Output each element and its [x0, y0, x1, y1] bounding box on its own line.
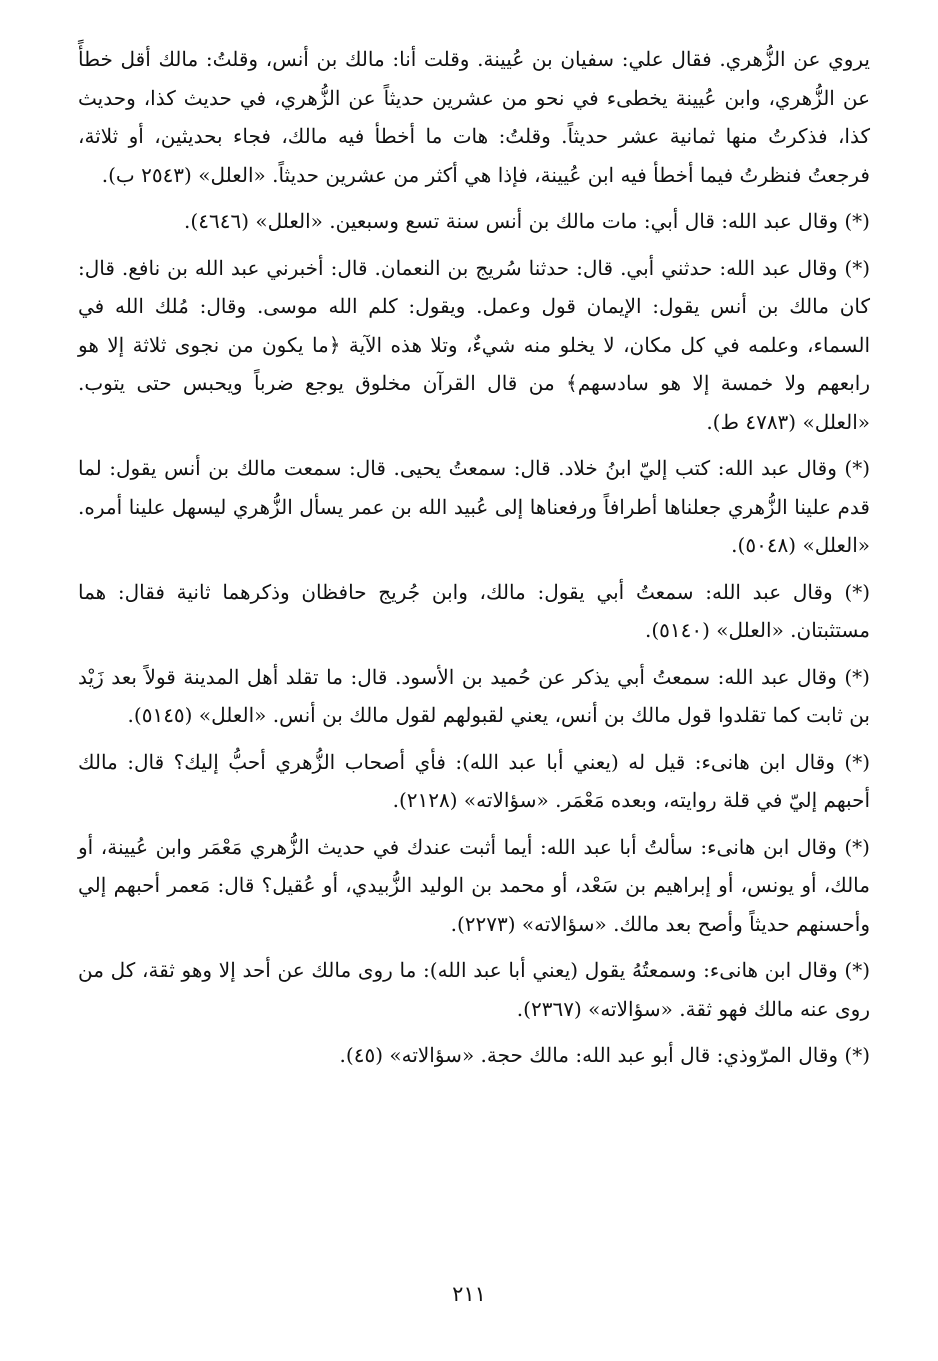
paragraph-entry: (*) وقال ابن هانىء: سألتُ أبا عبد الله: أيما أثبت عندك في حديث الزُّهري مَعْمَر وابن عُيينة، أو مالك، أو يونس، أو إبراهيم بن سَعْد، أو محمد بن الوليد الزُّبيدي، أو عُقيل؟ قال: مَعمر أحبهم إلي وأحسنهم حديثاً وأصح بعد مالك. «سؤالاته» (٢٢٧٣). [78, 834, 870, 936]
paragraph-entry: (*) وقال عبد الله: كتب إليّ ابنُ خلاد. قال: سمعتُ يحيى. قال: سمعت مالك بن أنس يقول: لما قدم علينا الزُّهري جعلناها أطرافاً ورفعناها إلى عُبيد الله بن عمر يسأل الزُّهري ليسهل علينا أمره. «العلل» (٥٠٤٨). [78, 456, 870, 557]
paragraph-entry: (*) وقال ابن هانىء: قيل له (يعني أبا عبد الله): فأي أصحاب الزُّهري أحبُّ إليك؟ قال: مالك أحبهم إليّ في قلة روايته، وبعده مَعْمَر. «سؤالاته» (٢١٢٨). [78, 749, 870, 812]
paragraph-entry: (*) وقال عبد الله: حدثني أبي. قال: حدثنا سُريج بن النعمان. قال: أخبرني عبد الله بن نافع. قال: كان مالك بن أنس يقول: الإيمان قول وعمل. ويقول: كلم الله موسى. وقال: مُلك الله في السماء، وعلمه في كل مكان، لا يخلو منه شيءٌ، وتلا هذه الآية ﴿ما يكون من نجوى ثلاثة إلا هو رابعهم ولا خمسة إلا هو سادسهم﴾ من قال القرآن مخلوق يوجع ضرباً ويحبس حتى يتوب. «العلل» (٤٧٨٣ ط). [78, 255, 870, 434]
paragraph-entry: (*) وقال عبد الله: سمعتُ أبي يذكر عن حُميد بن الأسود. قال: ما تقلد أهل المدينة قولاً بعد زَيْد بن ثابت كما تقلدوا قول مالك بن أنس، يعني لقبولهم لقول مالك بن أنس. «العلل» (٥١٤٥). [78, 664, 870, 727]
paragraph-entry: (*) وقال عبد الله: سمعتُ أبي يقول: مالك، وابن جُريج حافظان وذكرهما ثانية فقال: هما مستثبتان. «العلل» (٥١٤٠). [78, 579, 870, 642]
paragraph-entry: (*) وقال عبد الله: قال أبي: مات مالك بن أنس سنة تسع وسبعين. «العلل» (٤٦٤٦). [184, 209, 870, 233]
paragraph-entry: (*) وقال المرّوذي: قال أبو عبد الله: مالك حجة. «سؤالاته» (٤٥). [339, 1043, 870, 1067]
page-number: ٢١١ [452, 1282, 486, 1306]
paragraph-entry: (*) وقال ابن هانىء: وسمعتُهُ يقول (يعني أبا عبد الله): ما روى مالك عن أحد إلا وهو ثقة، كل من روى عنه مالك فهو ثقة. «سؤالاته» (٢٣٦٧). [78, 958, 870, 1021]
paragraph-continuation: يروي عن الزُّهري. فقال علي: سفيان بن عُيينة. وقلت أنا: مالك بن أنس، وقلتُ: مالك أقل خطأً عن الزُّهري، وابن عُيينة يخطىء في نحو من عشرين حديثاً عن الزُّهري، في حديث كذا، وحديث كذا، فذكرتُ منها ثمانية عشر حديثاً. وقلتُ: هات ما أخطأ فيه مالك، فجاء بحديثين، أو ثلاثة، فرجعتُ فنظرتُ فيما أخطأ فيه ابن عُيينة، فإذا هي أكثر من عشرين حديثاً. «العلل» (٢٥٤٣ ب). [78, 47, 871, 187]
body-text [78, 40, 870, 1083]
